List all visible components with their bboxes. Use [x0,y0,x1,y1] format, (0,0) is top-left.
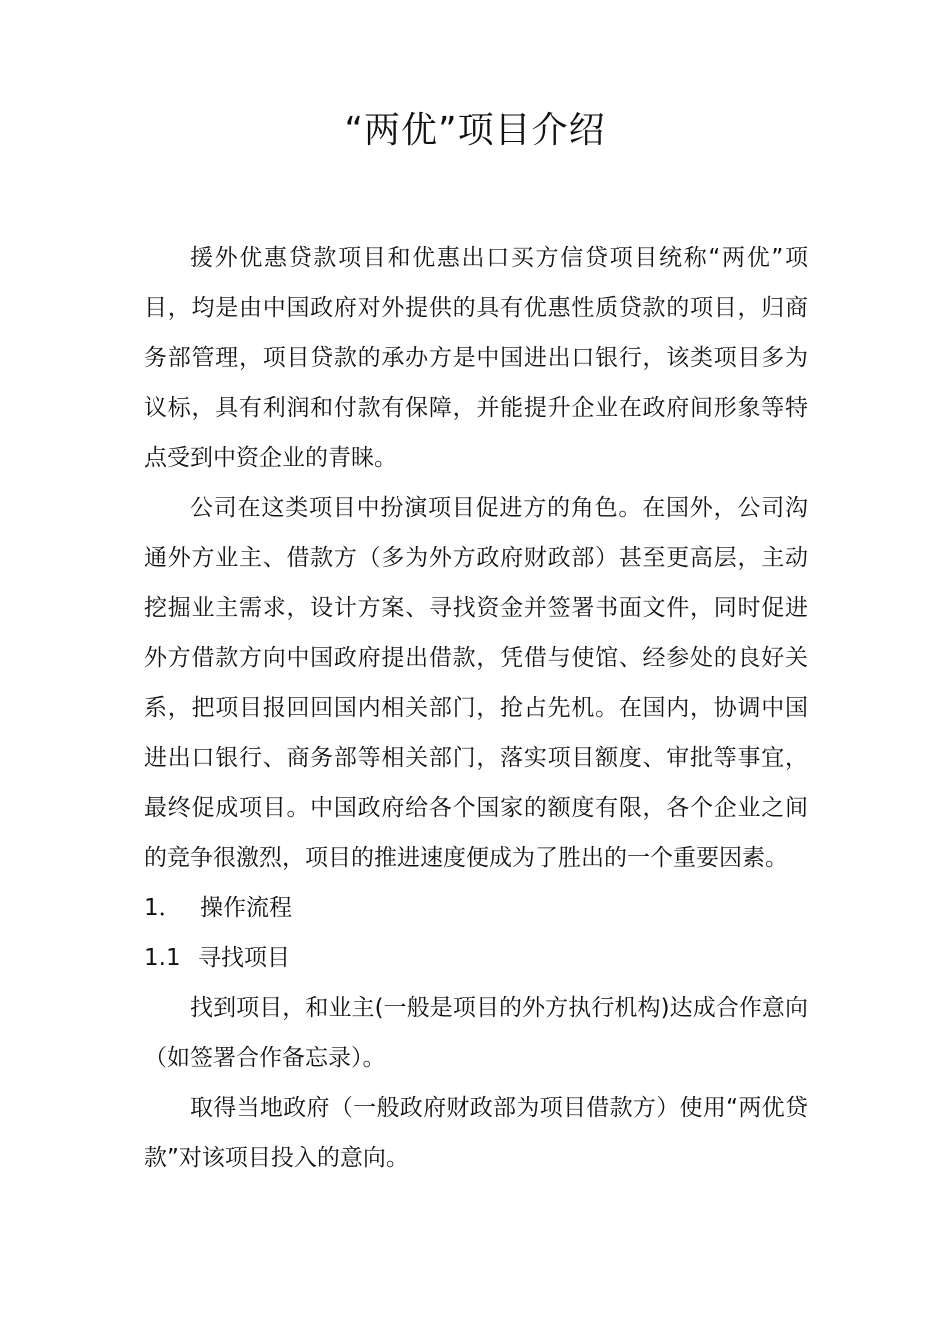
government-intent-paragraph: 取得当地政府（一般政府财政部为项目借款方）使用“两优贷款”对该项目投入的意向。 [144,1095,808,1171]
subsection-heading-find-project [144,933,808,983]
intro-paragraph: 援外优惠贷款项目和优惠出口买方信贷项目统称“两优”项目，均是由中国政府对外提供的具有优惠性质贷款的项目，归商务部管理，项目贷款的承办方是中国进出口银行，该类项目多为议标，具有利润和付款有保障，并能提升企业在政府间形象等特点受到中资企业的青睐。 [144,245,808,471]
subsection-number: 1.1 [144,945,181,971]
subsection-title: 寻找项目 [198,945,290,971]
document-title: “两优”项目介绍 [344,110,606,151]
company-role-paragraph: 公司在这类项目中扮演项目促进方的角色。在国外，公司沟通外方业主、借款方（多为外方政府财政部）甚至更高层，主动挖掘业主需求，设计方案、寻找资金并签署书面文件，同时促进外方借款方向中国政府提出借款，凭借与使馆、经参处的良好关系，把项目报回回国内相关部门，抢占先机。在国内，协调中国进出口银行、商务部等相关部门，落实项目额度、审批等事宜，最终促成项目。中国政府给各个国家的额度有限，各个企业之间的竞争很激烈，项目的推进速度便成为了胜出的一个重要因素。 [144,495,808,871]
find-project-paragraph: 找到项目，和业主(一般是项目的外方执行机构)达成合作意向（如签署合作备忘录）。 [144,995,808,1071]
document-body [144,233,808,1183]
section-number: 1． [144,895,182,921]
section-title: 操作流程 [200,895,292,921]
section-heading-operation-process [144,883,808,933]
